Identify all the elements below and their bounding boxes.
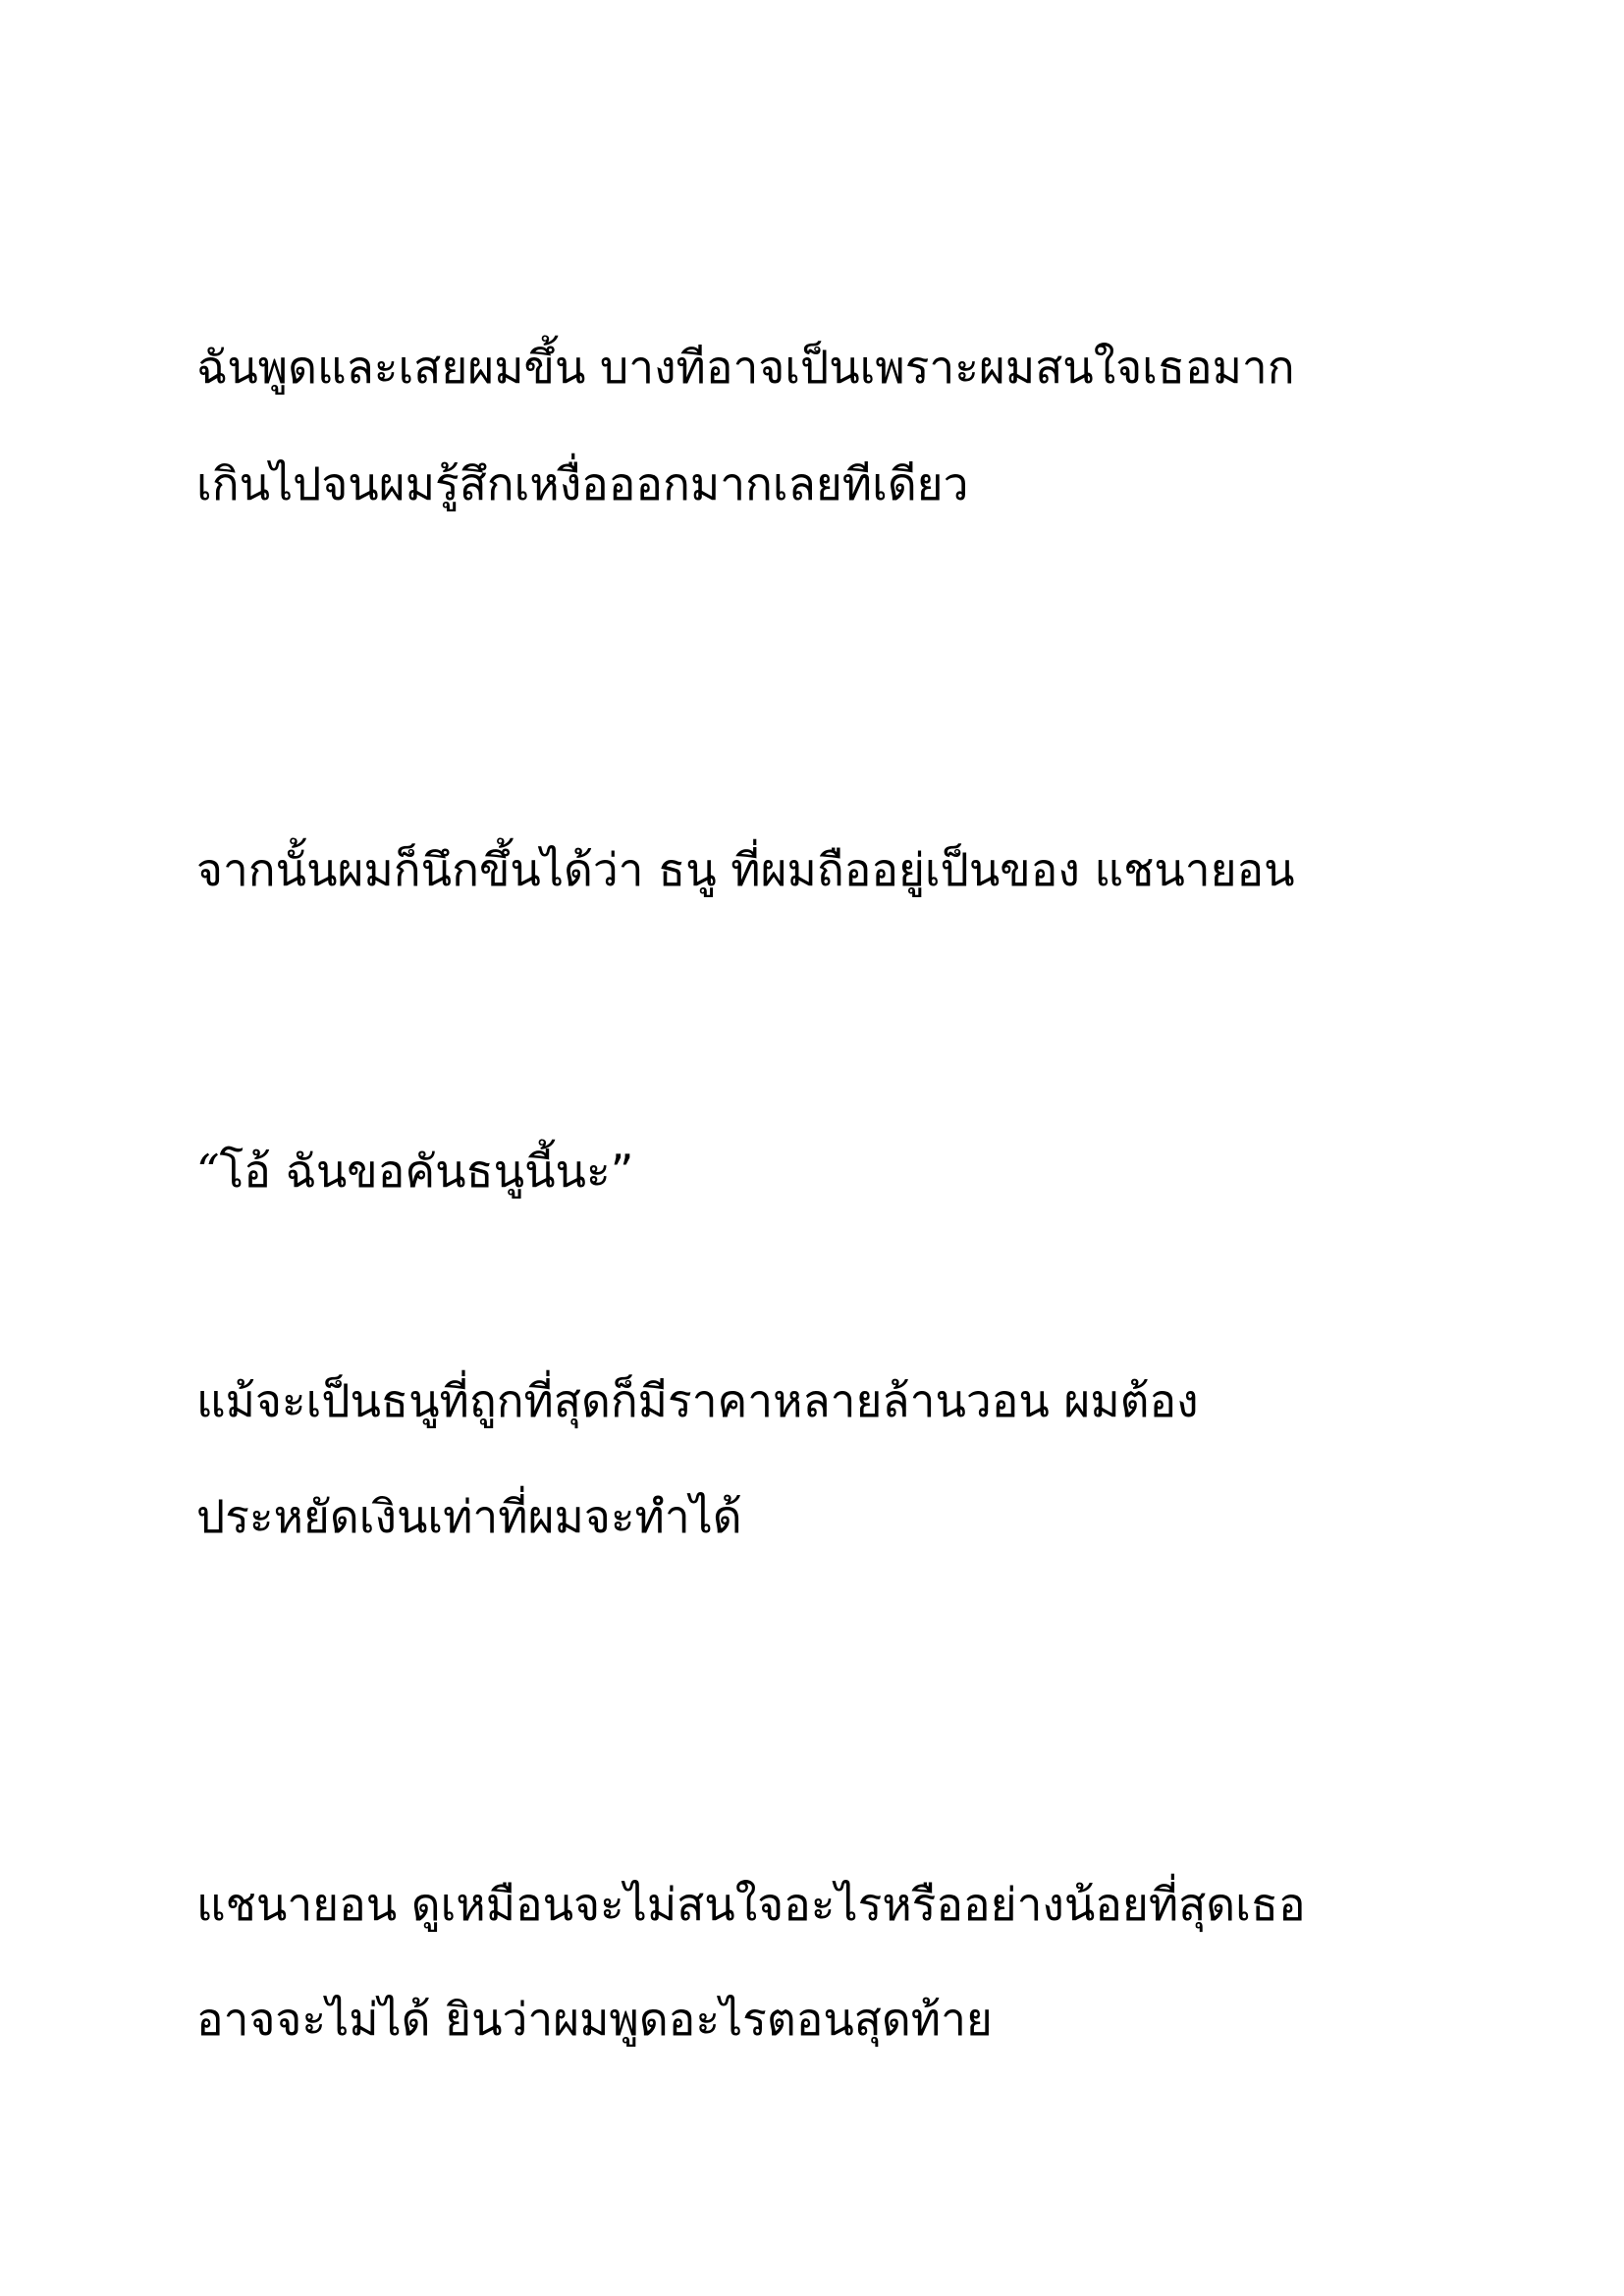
dialogue-text: โอ้ ฉันขอคันธนูนี้นะ” bbox=[219, 1145, 634, 1198]
paragraph-4-line-1: แม้จะเป็นธนูที่ถูกที่สุดก็มีราคาหลายล้านวอน ผมต้อง bbox=[196, 1374, 1199, 1427]
paragraph-5-line-1: แชนายอน ดูเหมือนจะไม่สนใจอะไรหรืออย่างน้อยที่สุดเธอ bbox=[196, 1878, 1306, 1931]
paragraph-3-line-1 bbox=[196, 1140, 1473, 1202]
paragraph-4-line-2: ประหยัดเงินเท่าที่ผมจะทำได้ bbox=[196, 1490, 742, 1543]
paragraph-2-line-1: จากนั้นผมก็นึกขึ้นได้ว่า ธนู ที่ผมถืออยู่เป็นของ แชนายอน bbox=[196, 843, 1295, 896]
paragraph-1-line-1: ฉันพูดและเสยผมขึ้น บางทีอาจเป็นเพราะผมสนใจเธอมาก bbox=[196, 341, 1295, 394]
open-quote: “ bbox=[196, 1145, 220, 1198]
paragraph-1-line-2: เกินไปจนผมรู้สึกเหงื่อออกมากเลยทีเดียว bbox=[196, 457, 969, 510]
paragraph-5-line-2: อาจจะไม่ได้ ยินว่าผมพูดอะไรตอนสุดท้าย bbox=[196, 1993, 993, 2046]
